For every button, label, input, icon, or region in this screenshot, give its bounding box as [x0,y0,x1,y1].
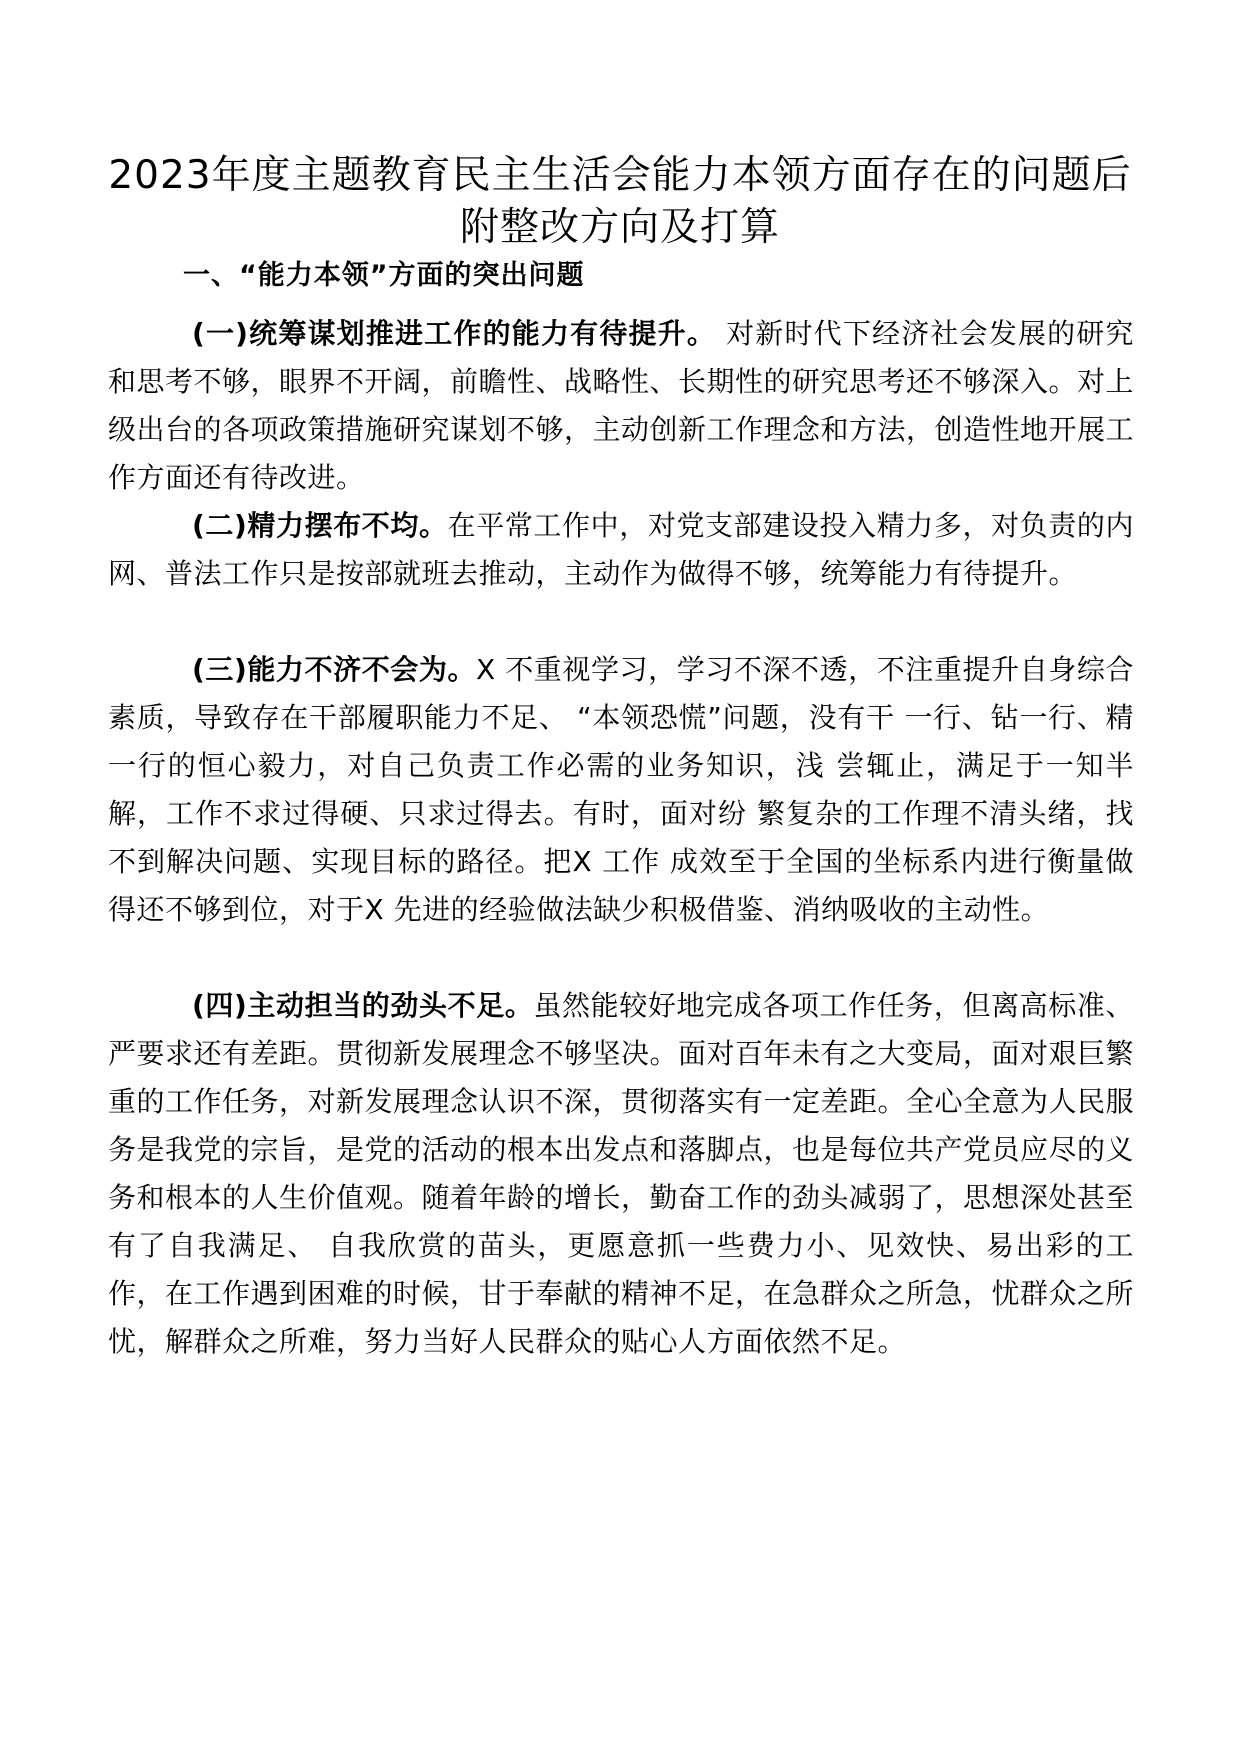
paragraph-1 [108,310,1134,502]
paragraph-1-body: 对新时代下经济社会发展的研究和思考不够，眼界不开阔，前瞻性、战略性、长期性的研究思考还不够深入。对上级出台的各项政策措施研究谋划不够，主动创新工作理念和方法，创造性地开展工作方面还有待改进。 [108,317,1135,494]
paragraph-1-lead: (一)统筹谋划推进工作的能力有待提升。 [192,317,717,350]
paragraph-3-lead: (三)能力不济不会为。 [192,653,477,686]
paragraph-3-body: X 不重视学习，学习不深不透，不注重提升自身综合素质，导致存在干部履职能力不足、 “本领恐慌”问题，没有干 一行、钻一行、精一行的恒心毅力，对自己负责工作必需的业务知识，浅 尝辄止，满足于一知半解，工作不求过得硬、只求过得去。有时，面对纷 繁复杂的工作理不清头绪，找不到解决问题、实现目标的路径。把X 工作 成效至于全国的坐标系内进行衡量做得还不够到位，对于X 先进的经验做法缺少积极借鉴、消纳吸收的主动性。 [108,653,1134,926]
section-heading: 一、“能力本领”方面的突出问题 [183,260,585,291]
paragraph-2 [108,502,1134,598]
paragraph-3 [108,646,1134,934]
paragraph-4-lead: (四)主动担当的劲头不足。 [192,989,534,1022]
paragraph-2-body: 在平常工作中，对党支部建设投入精力多，对负责的内网、普法工作只是按部就班去推动，主动作为做得不够，统筹能力有待提升。 [108,509,1134,590]
paragraph-2-lead: (二)精力摆布不均。 [192,509,448,542]
paragraph-4 [108,982,1134,1366]
document-title: 2023年度主题教育民主生活会能力本领方面存在的问题后附整改方向及打算 [108,153,1132,250]
paragraph-4-body: 虽然能较好地完成各项工作任务，但离高标准、严要求还有差距。贯彻新发展理念不够坚决。面对百年未有之大变局，面对艰巨繁重的工作任务，对新发展理念认识不深，贯彻落实有一定差距。全心全意为人民服务是我党的宗旨，是党的活动的根本出发点和落脚点，也是每位共产党员应尽的义务和根本的人生价值观。随着年龄的增长，勤奋工作的劲头减弱了，思想深处甚至有了自我满足、 自我欣赏的苗头，更愿意抓一些费力小、见效快、易出彩的工作，在工作遇到困难的时候，甘于奉献的精神不足，在急群众之所急，忧群众之所忧，解群众之所难，努力当好人民群众的贴心人方面依然不足。 [108,989,1135,1358]
